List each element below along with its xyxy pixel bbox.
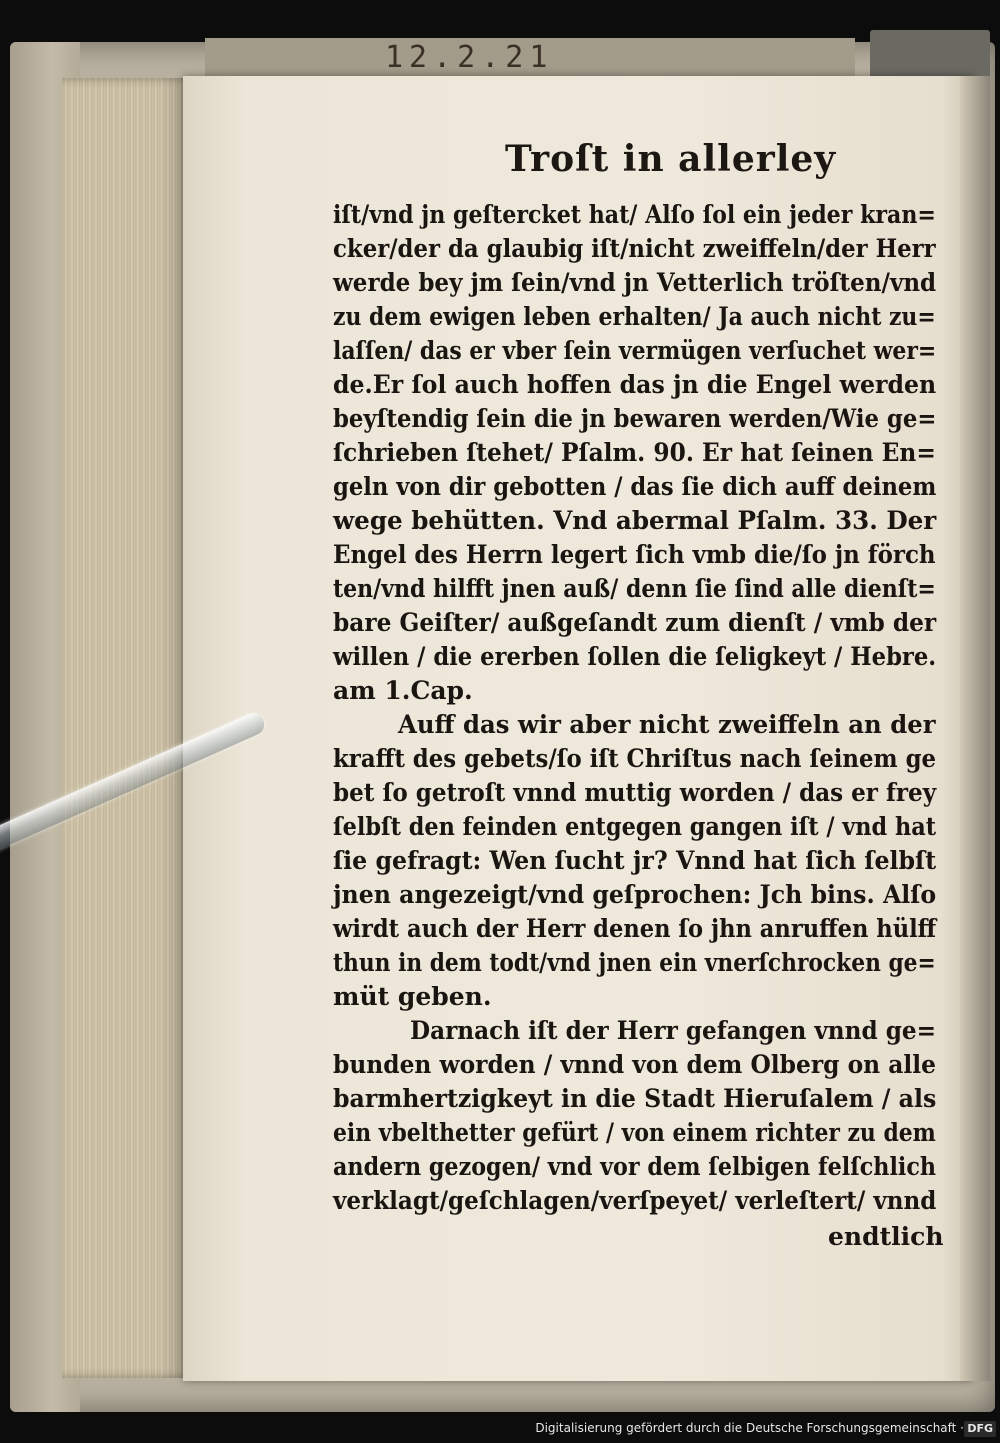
text-line: wege behütten. Vnd abermal Pſalm. 33. Der xyxy=(333,506,937,535)
text-line: ſelbſt den feinden entgegen gangen iſt / vnd hat xyxy=(333,812,937,841)
text-line: ſie gefragt: Wen ſucht jr? Vnnd hat ſich ſelbſt xyxy=(333,846,937,875)
text-line: beyſtendig ſein die jn bewaren werden/Wie ge= xyxy=(333,404,937,433)
page-heading: Troſt in allerley xyxy=(505,138,837,180)
text-line: ein vbelthetter gefürt / von einem richter zu dem xyxy=(333,1118,936,1147)
text-line: Engel des Herrn legert ſich vmb die/ſo jn förch xyxy=(333,540,936,569)
text-line: de.Er ſol auch hoffen das jn die Engel werden xyxy=(333,370,937,399)
dfg-logo: DFG xyxy=(964,1421,996,1437)
text-line: andern gezogen/ vnd vor dem ſelbigen felſchlich xyxy=(333,1152,937,1181)
text-line: jnen angezeigt/vnd geſprochen: Jch bins. Alſo xyxy=(333,880,937,909)
text-line: ſchrieben ſtehet/ Pſalm. 90. Er hat ſeinen En= xyxy=(333,438,936,467)
cloth-binding-corner xyxy=(870,30,990,82)
text-line: iſt/vnd jn geſtercket hat/ Alſo ſol ein jeder kran= xyxy=(333,200,936,229)
text-line: müt geben. xyxy=(333,982,492,1011)
text-line: barmhertzigkeyt in die Stadt Hieruſalem / als xyxy=(333,1084,937,1113)
text-line: Auff das wir aber nicht zweiffeln an der xyxy=(398,710,936,739)
text-line: wirdt auch der Herr denen ſo jhn anruffen hülff xyxy=(333,914,937,943)
text-line: laſſen/ das er vber ſein vermügen verſuchet wer= xyxy=(333,336,937,365)
text-line: zu dem ewigen leben erhalten/ Ja auch nicht zu= xyxy=(333,302,936,331)
text-line: werde bey jm ſein/vnd jn Vetterlich tröſten/vnd xyxy=(333,268,937,297)
text-line: am 1.Cap. xyxy=(333,676,473,705)
text-line: bet ſo getroſt vnnd muttig worden / das er frey xyxy=(333,778,937,807)
funding-credit: Digitalisierung gefördert durch die Deutsche Forschungsgemeinschaft · xyxy=(535,1421,964,1435)
text-line: thun in dem todt/vnd jnen ein vnerſchrocken ge= xyxy=(333,948,936,977)
text-line: Darnach iſt der Herr gefangen vnnd ge= xyxy=(410,1016,937,1045)
catchword: endtlich xyxy=(828,1222,944,1251)
text-line: bunden worden / vnnd von dem Olberg on alle xyxy=(333,1050,936,1079)
text-line: geln von dir gebotten / das ſie dich auff deinem xyxy=(333,472,937,501)
page-gutter xyxy=(960,76,990,1381)
text-line: ten/vnd hilfft jnen auß/ denn ſie ſind alle dienſt= xyxy=(333,574,936,603)
text-line: willen / die ererben ſollen die ſeligkeyt / Hebre. xyxy=(333,642,937,671)
text-line: cker/der da glaubig iſt/nicht zweiffeln/der Herr xyxy=(333,234,936,263)
text-line: krafft des gebets/ſo iſt Chriſtus nach ſeinem ge xyxy=(333,744,937,773)
shelfmark-label: 12.2.21 xyxy=(385,40,554,75)
text-line: verklagt/geſchlagen/verſpeyet/ verleſtert/ vnnd xyxy=(333,1186,937,1215)
text-line: bare Geiſter/ außgeſandt zum dienſt / vmb der xyxy=(333,608,937,637)
